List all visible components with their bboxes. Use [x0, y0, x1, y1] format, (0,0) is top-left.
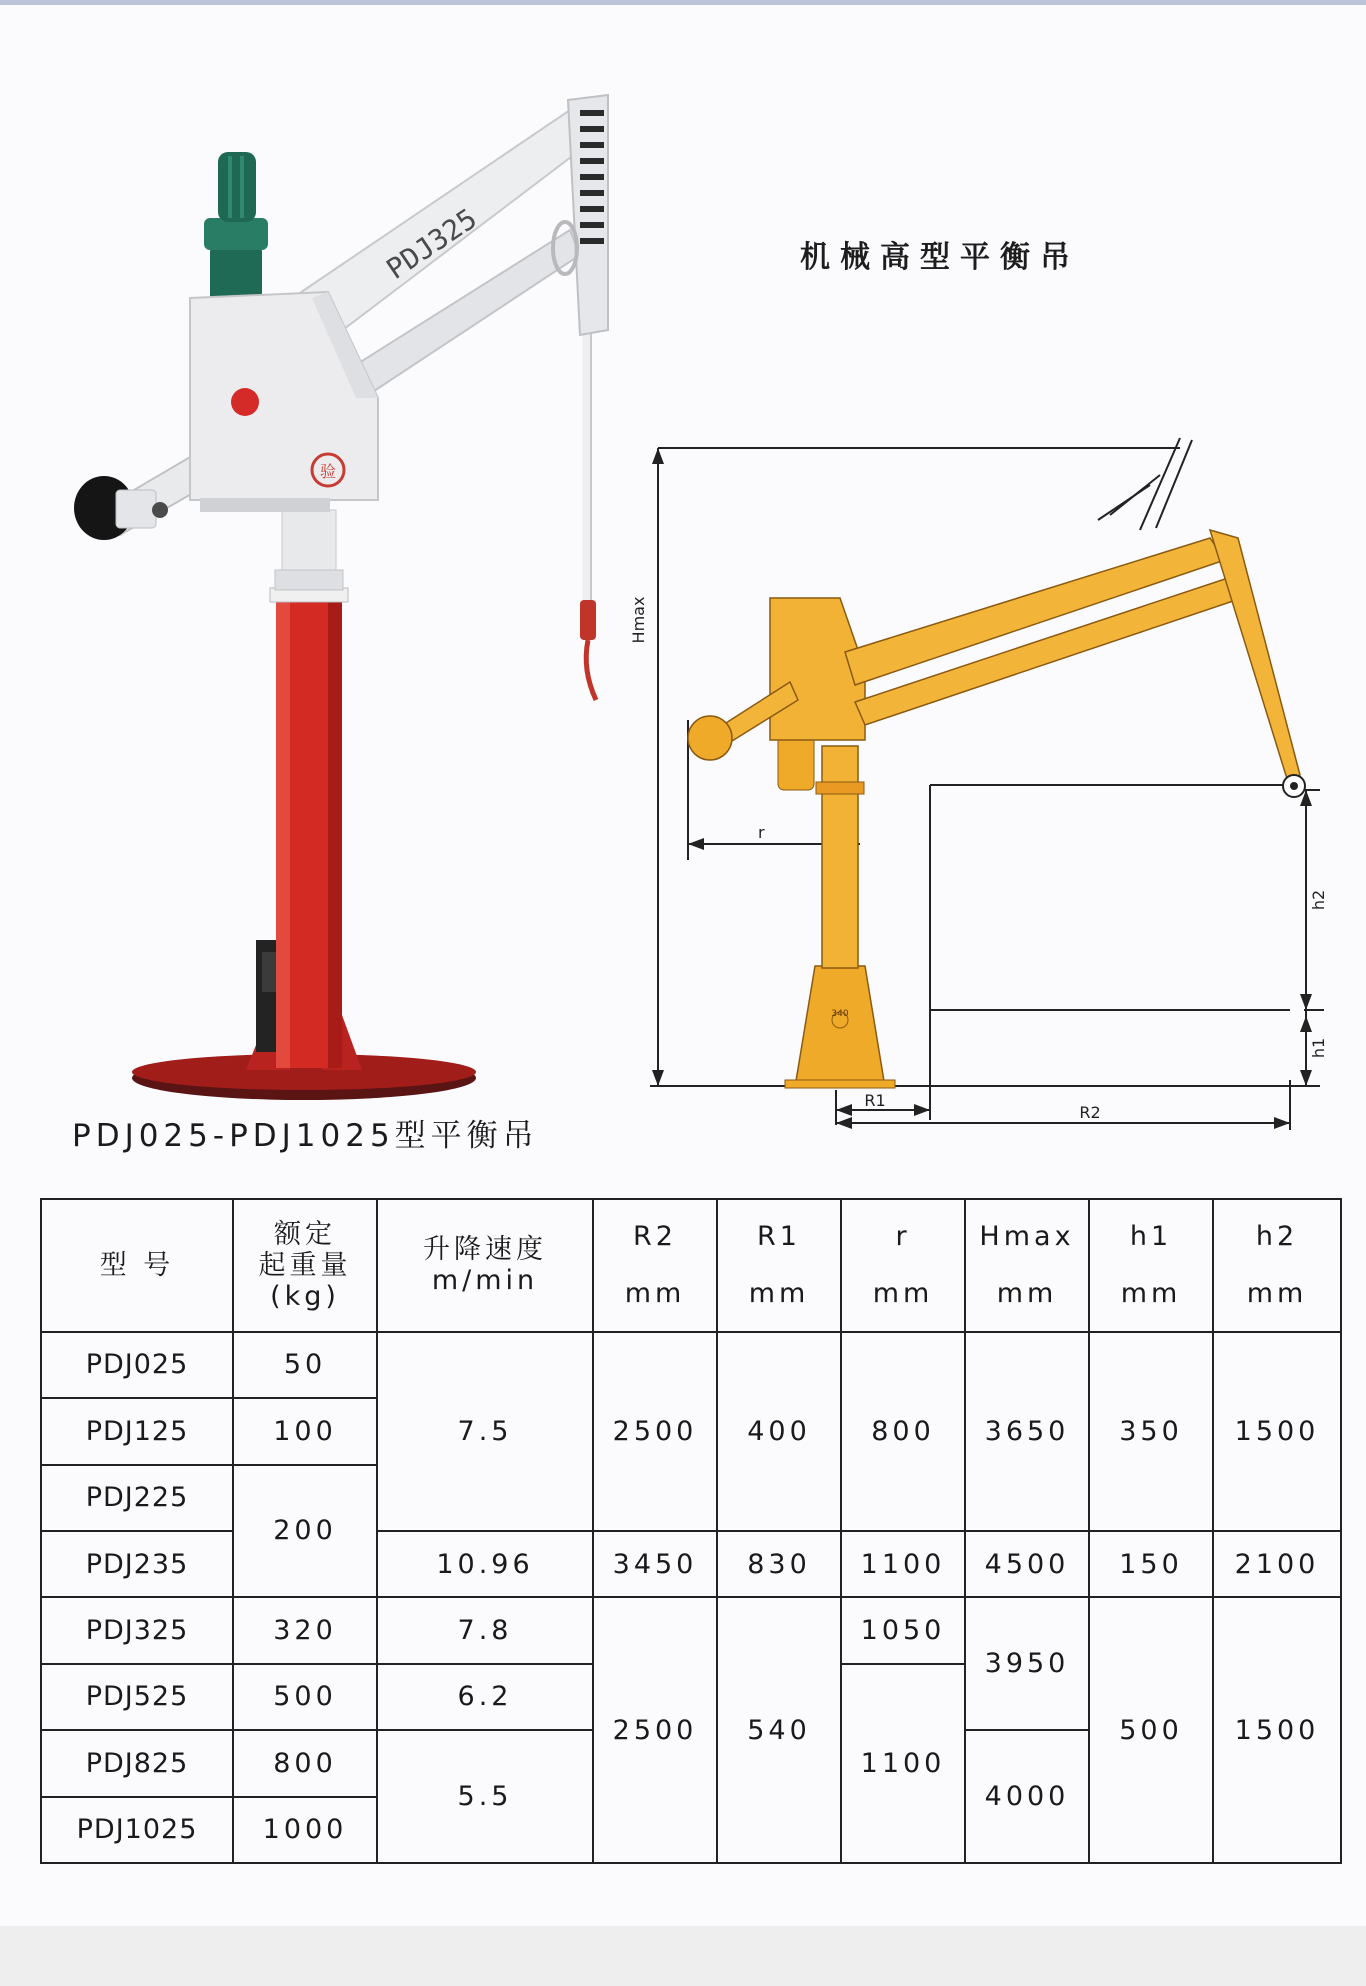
cell-load: 800 — [233, 1730, 377, 1796]
cell-model: PDJ025 — [41, 1332, 233, 1398]
hook — [580, 600, 596, 640]
arm-extension-marks — [1098, 438, 1192, 530]
cell-model: PDJ825 — [41, 1730, 233, 1796]
cell-speed: 10.96 — [377, 1531, 593, 1597]
cell-h2: 1500 — [1213, 1332, 1341, 1531]
label-base-mark: 340 — [831, 1009, 849, 1019]
header-r: r mm — [841, 1199, 965, 1332]
label-r2: R2 — [1079, 1103, 1101, 1122]
cell-load: 100 — [233, 1398, 377, 1464]
cell-r2: 3450 — [593, 1531, 717, 1597]
label-hmax: Hmax — [629, 596, 648, 644]
cell-load: 320 — [233, 1597, 377, 1663]
cell-hmax: 4500 — [965, 1531, 1089, 1597]
cell-model: PDJ125 — [41, 1398, 233, 1464]
header-r1: R1 mm — [717, 1199, 841, 1332]
cell-h2: 1500 — [1213, 1597, 1341, 1863]
label-h2: h2 — [1309, 889, 1328, 911]
label-r: r — [758, 823, 765, 842]
spec-table — [40, 1198, 1342, 1864]
cell-load: 200 — [233, 1465, 377, 1598]
crane-photo — [60, 80, 650, 1110]
svg-text:验: 验 — [319, 462, 337, 481]
cell-hmax: 3950 — [965, 1597, 1089, 1730]
table-row — [41, 1332, 1341, 1398]
header-row — [41, 1199, 1341, 1332]
label-r1: R1 — [864, 1091, 886, 1110]
cell-r: 1100 — [841, 1531, 965, 1597]
cell-h1: 500 — [1089, 1597, 1213, 1863]
header-hmax: Hmax mm — [965, 1199, 1089, 1332]
cell-speed: 7.8 — [377, 1597, 593, 1663]
cell-model: PDJ525 — [41, 1664, 233, 1730]
dimension-diagram — [629, 420, 1340, 1140]
cell-r: 1050 — [841, 1597, 965, 1663]
cell-model: PDJ235 — [41, 1531, 233, 1597]
cell-load: 500 — [233, 1664, 377, 1730]
cell-r1: 540 — [717, 1597, 841, 1863]
cell-model: PDJ225 — [41, 1465, 233, 1531]
cell-speed: 5.5 — [377, 1730, 593, 1863]
cell-hmax: 4000 — [965, 1730, 1089, 1863]
cell-h2: 2100 — [1213, 1531, 1341, 1597]
top-edge-strip — [0, 0, 1366, 5]
cell-r: 800 — [841, 1332, 965, 1531]
cell-speed: 7.5 — [377, 1332, 593, 1531]
cell-r2: 2500 — [593, 1332, 717, 1531]
cell-h1: 350 — [1089, 1332, 1213, 1531]
cell-model: PDJ1025 — [41, 1797, 233, 1863]
header-load: 额定 起重量 (kg) — [233, 1199, 377, 1332]
cell-load: 50 — [233, 1332, 377, 1398]
cell-r1: 400 — [717, 1332, 841, 1531]
cell-load: 1000 — [233, 1797, 377, 1863]
header-speed: 升降速度 m/min — [377, 1199, 593, 1332]
diagram-crane — [688, 530, 1305, 1088]
header-model: 型 号 — [41, 1199, 233, 1332]
cell-h1: 150 — [1089, 1531, 1213, 1597]
header-r2: R2 mm — [593, 1199, 717, 1332]
header-h2: h2 mm — [1213, 1199, 1341, 1332]
bottom-edge-strip — [0, 1926, 1366, 1986]
header-h1: h1 mm — [1089, 1199, 1213, 1332]
label-h1: h1 — [1309, 1037, 1328, 1059]
table-row — [41, 1597, 1341, 1663]
cell-speed: 6.2 — [377, 1664, 593, 1730]
cell-hmax: 3650 — [965, 1332, 1089, 1531]
brand-logo — [231, 388, 259, 416]
motor — [210, 246, 262, 302]
cell-r1: 830 — [717, 1531, 841, 1597]
cell-model: PDJ325 — [41, 1597, 233, 1663]
cell-r: 1100 — [841, 1664, 965, 1863]
end-bar-slots — [580, 110, 604, 244]
diagram-title: 机械高型平衡吊 — [800, 240, 1080, 275]
model-caption: PDJ025-PDJ1025型平衡吊 — [72, 1118, 539, 1154]
arm-model-label: PDJ325 — [380, 201, 483, 286]
cell-r2: 2500 — [593, 1597, 717, 1863]
